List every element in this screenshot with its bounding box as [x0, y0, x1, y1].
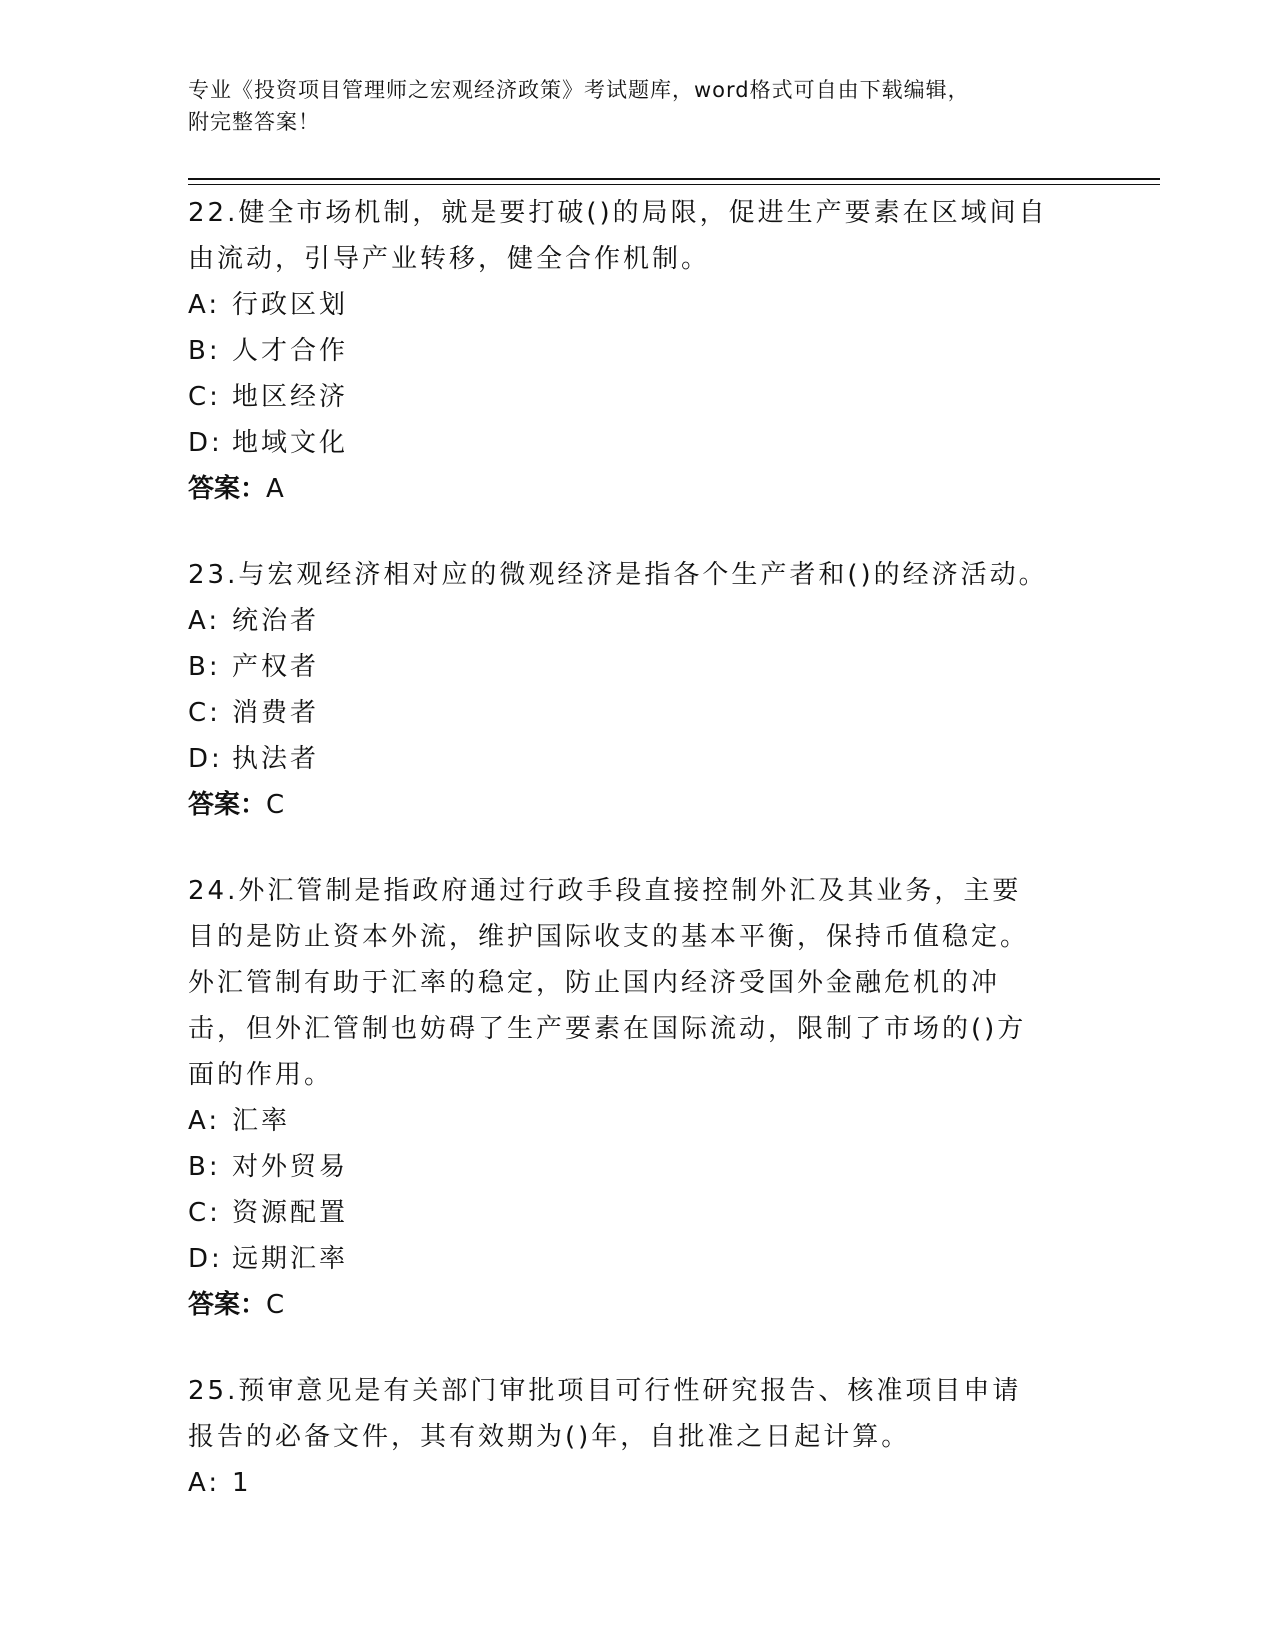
answer-value: C [266, 1290, 286, 1320]
answer-line [188, 782, 1088, 828]
option-key: B: [188, 1152, 221, 1182]
option-c [188, 374, 1048, 420]
answer-line [188, 466, 1048, 512]
option-text: 执法者 [232, 744, 320, 774]
option-a [188, 1098, 1048, 1144]
option-key: A: [188, 606, 221, 636]
answer-label: 答案： [188, 1290, 267, 1320]
option-a [188, 598, 1088, 644]
option-key: A: [188, 1468, 221, 1498]
option-text: 行政区划 [232, 290, 349, 320]
answer-label: 答案： [188, 474, 267, 504]
question-24 [188, 868, 1048, 1328]
option-text: 远期汇率 [232, 1244, 349, 1274]
option-a [188, 1460, 1048, 1506]
option-c [188, 690, 1088, 736]
question-22 [188, 190, 1048, 512]
answer-label: 答案： [188, 790, 267, 820]
option-text: 统治者 [232, 606, 320, 636]
header-divider-thin [188, 184, 1160, 185]
option-key: D: [188, 1244, 223, 1274]
option-text: 对外贸易 [232, 1152, 349, 1182]
answer-value: C [266, 790, 286, 820]
question-25 [188, 1368, 1048, 1506]
option-key: C: [188, 698, 221, 728]
document-header [188, 74, 1088, 138]
option-text: 1 [232, 1468, 252, 1498]
question-23 [188, 552, 1088, 828]
option-b [188, 328, 1048, 374]
header-line-2: 附完整答案！ [188, 110, 320, 134]
option-text: 地区经济 [232, 382, 349, 412]
question-stem: 24.外汇管制是指政府通过行政手段直接控制外汇及其业务，主要目的是防止资本外流，维护国际收支的基本平衡，保持币值稳定。外汇管制有助于汇率的稳定，防止国内经济受国外金融危机的冲击，但外汇管制也妨碍了生产要素在国际流动，限制了市场的()方面的作用。 [188, 876, 1030, 1090]
option-key: A: [188, 1106, 221, 1136]
option-text: 资源配置 [232, 1198, 349, 1228]
question-stem: 22.健全市场机制，就是要打破()的局限，促进生产要素在区域间自由流动，引导产业转移，健全合作机制。 [188, 198, 1048, 274]
option-c [188, 1190, 1048, 1236]
option-d [188, 1236, 1048, 1282]
option-key: B: [188, 336, 221, 366]
option-key: A: [188, 290, 221, 320]
option-text: 地域文化 [232, 428, 349, 458]
header-divider-thick [188, 178, 1160, 180]
option-text: 消费者 [232, 698, 320, 728]
option-b [188, 644, 1088, 690]
answer-line [188, 1282, 1048, 1328]
option-text: 汇率 [232, 1106, 291, 1136]
option-key: D: [188, 428, 223, 458]
option-b [188, 1144, 1048, 1190]
option-key: D: [188, 744, 223, 774]
option-key: B: [188, 652, 221, 682]
option-text: 产权者 [232, 652, 320, 682]
answer-value: A [266, 474, 285, 504]
question-stem: 25.预审意见是有关部门审批项目可行性研究报告、核准项目申请报告的必备文件，其有效期为()年，自批准之日起计算。 [188, 1376, 1022, 1452]
option-text: 人才合作 [232, 336, 349, 366]
question-list [188, 190, 1088, 1546]
option-a [188, 282, 1048, 328]
option-key: C: [188, 382, 221, 412]
question-stem: 23.与宏观经济相对应的微观经济是指各个生产者和()的经济活动。 [188, 560, 1048, 590]
header-line-1: 专业《投资项目管理师之宏观经济政策》考试题库，word格式可自由下载编辑， [188, 78, 970, 102]
option-d [188, 420, 1048, 466]
option-key: C: [188, 1198, 221, 1228]
option-d [188, 736, 1088, 782]
